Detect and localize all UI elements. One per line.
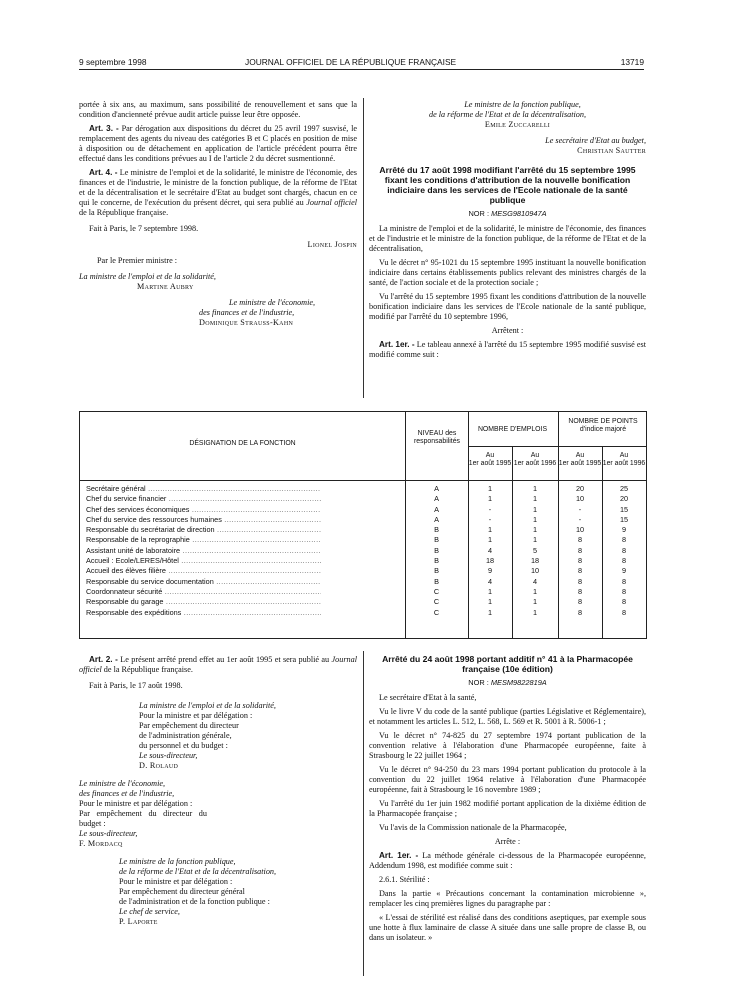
signatory-strauss-kahn: Dominique Strauss-Kahn xyxy=(199,318,294,327)
cell-points-1995: 20 xyxy=(575,484,585,493)
cell-emplois-1995: 1 xyxy=(487,607,493,617)
sig-line: Le ministre de l'économie, xyxy=(79,779,166,788)
table-row xyxy=(80,516,646,526)
visa-ministres: La ministre de l'emploi et de la solidarité, le ministre de l'économie, des finances et de l'industrie et le ministre de la fonction publique, de la réforme de l'Etat et de la décentralisation, xyxy=(369,223,646,253)
title-ministre-finances: des finances et de l'industrie, xyxy=(199,308,295,317)
sig-line: Le sous-directeur, xyxy=(79,829,138,838)
sig-line: des finances et de l'industrie, xyxy=(79,789,175,798)
title-reforme-etat: de la réforme de l'Etat et de la décentralisation, xyxy=(428,110,587,119)
header-rule xyxy=(79,69,644,70)
cell-points-1995: 8 xyxy=(577,607,583,617)
arrete-title: Arrêté du 24 août 1998 portant additif n° 41 à la Pharmacopée française (10e édition) xyxy=(382,654,633,674)
cell-points-1995: 8 xyxy=(577,586,583,596)
cell-points-1996: 8 xyxy=(621,597,627,607)
cell-points-1996: 15 xyxy=(619,514,629,524)
table-row xyxy=(80,567,646,577)
par-premier-ministre: Par le Premier ministre : xyxy=(97,256,178,265)
signatory-zuccarelli: Emile Zuccarelli xyxy=(484,120,551,129)
nor-code: MESM9822819A xyxy=(490,677,547,687)
table-row xyxy=(80,578,646,588)
right-column-top xyxy=(369,100,646,364)
cell-fonction: Secrétaire général ..... xyxy=(86,485,321,494)
table-row xyxy=(80,547,646,557)
table-row xyxy=(80,485,646,495)
header-niveau: NIVEAU des responsabilités xyxy=(414,430,460,445)
table-row xyxy=(80,588,646,598)
header-page-number: 13719 xyxy=(620,57,644,67)
cell-fonction: Responsable du service documentation ..... xyxy=(86,578,321,587)
cell-points-1995: - xyxy=(578,514,582,524)
cell-fonction: Responsable de la reprographie ..... xyxy=(86,536,321,545)
cell-points-1996: 8 xyxy=(621,576,627,586)
cell-fonction: Accueil : Ecole/LERES/Hôtel ..... xyxy=(86,557,321,566)
journal-officiel-ref: Journal officiel xyxy=(79,655,357,674)
signature-block xyxy=(369,100,646,156)
cell-emplois-1996: 1 xyxy=(532,586,538,596)
article-label: Art. 2. - xyxy=(89,655,118,664)
table-row xyxy=(80,495,646,505)
nor-label: NOR : xyxy=(468,208,492,218)
article-text: de la République française. xyxy=(101,665,193,674)
cell-points-1995: 8 xyxy=(577,576,583,586)
cell-points-1995: 8 xyxy=(577,566,583,576)
signature-block-fonction-publique xyxy=(79,857,357,927)
cell-points-1995: - xyxy=(578,504,582,514)
arrete: Arrête : xyxy=(494,836,521,846)
title-secretaire-budget: Le secrétaire d'Etat au budget, xyxy=(545,136,646,145)
visa: Le secrétaire d'Etat à la santé, xyxy=(379,692,477,702)
signatory-mordacq: F. Mordacq xyxy=(79,839,123,848)
article-label: Art. 4. - xyxy=(89,168,118,177)
table-row xyxy=(80,536,646,546)
table-body xyxy=(80,485,646,619)
nor-label: NOR : xyxy=(468,677,491,687)
cell-niveau: B xyxy=(434,525,439,535)
article-label: Art. 1er. - xyxy=(379,339,415,349)
cell-emplois-1995: 1 xyxy=(487,484,493,493)
cell-niveau: A xyxy=(434,484,439,493)
signatory-jospin: Lionel Jospin xyxy=(307,240,357,249)
cell-points-1996: 20 xyxy=(619,494,629,504)
cell-emplois-1996: 1 xyxy=(532,597,538,607)
cell-emplois-1996: 18 xyxy=(530,556,540,566)
header-nombre-points: NOMBRE DE POINTS d'indice majoré xyxy=(568,418,638,433)
cell-emplois-1995: 1 xyxy=(487,586,493,596)
cell-niveau: B xyxy=(434,556,439,566)
subheader-emplois-1995: Au 1er août 1995 xyxy=(468,452,512,467)
cell-emplois-1996: 10 xyxy=(530,566,540,576)
article-text: Le présent arrêté prend effet au 1er août 1995 et sera publié au xyxy=(117,655,332,664)
cell-niveau: B xyxy=(434,566,439,576)
cell-emplois-1996: 5 xyxy=(532,545,538,555)
signatory-sautter: Christian Sautter xyxy=(577,146,646,155)
nor-code: MESG9810947A xyxy=(491,208,547,218)
cell-emplois-1996: 1 xyxy=(532,484,538,493)
cell-points-1995: 8 xyxy=(577,545,583,555)
sig-line: Le chef de service, xyxy=(119,907,180,916)
visa-arrete: Vu l'arrêté du 15 septembre 1995 fixant les conditions d'attribution de la nouvelle bonification indiciaire dans les services de l'Ecole nationale de la santé publique, modifié par l'arrêté du 10 septembre 1996, xyxy=(369,291,646,321)
signature-block-economie xyxy=(79,779,357,849)
cell-points-1995: 8 xyxy=(577,597,583,607)
cell-fonction: Responsable du secrétariat de direction ..... xyxy=(86,526,321,535)
cell-fonction: Responsable du garage ..... xyxy=(86,598,321,607)
signatory-laporte: P. Laporte xyxy=(119,917,158,926)
cell-emplois-1996: 4 xyxy=(532,576,538,586)
cell-fonction: Chef du service des ressources humaines ..... xyxy=(86,516,321,525)
cell-emplois-1995: 1 xyxy=(487,525,493,535)
cell-emplois-1995: 1 xyxy=(487,535,493,545)
cell-emplois-1995: 4 xyxy=(487,576,493,586)
article-1 xyxy=(369,851,646,871)
cell-niveau: C xyxy=(433,597,440,607)
table-row xyxy=(80,506,646,516)
article-text: de la République française. xyxy=(79,208,169,217)
paragraph: Dans la partie « Précautions concernant la contamination microbienne », remplacer les cinq premières lignes du paragraphe par : xyxy=(369,888,646,908)
cell-niveau: A xyxy=(434,494,439,504)
cell-points-1996: 15 xyxy=(619,504,629,514)
article-4 xyxy=(79,168,357,218)
cell-niveau: B xyxy=(434,576,439,586)
visa-decret: Vu le décret n° 95-1021 du 15 septembre 1995 instituant la nouvelle bonification indiciaire dans certains établissements publics relevant des ministres chargés de la santé, de l'action sociale et de la protection sociale ; xyxy=(369,257,646,287)
sig-line: de l'administration générale, xyxy=(139,731,232,740)
cell-points-1995: 8 xyxy=(577,535,583,545)
article-text: Le ministre de l'emploi et de la solidarité, le ministre de l'économie, des finances et de l'industrie, le ministre de la fonction publique, de la réforme de l'Etat et de la décentralisation et le secrétaire d'Etat au budget sont chargés, chacun en ce qui le concerne, de l'exécution du présent décret, qui sera publié au xyxy=(79,168,357,207)
cell-emplois-1995: - xyxy=(488,504,492,514)
subheader-points-1996: Au 1er août 1996 xyxy=(602,452,646,467)
cell-emplois-1996: 1 xyxy=(532,494,538,504)
article-text: La méthode générale ci-dessous de la Pharmacopée européenne, Addendum 1998, est modifiée comme suit : xyxy=(369,850,646,870)
journal-officiel-ref: Journal officiel xyxy=(306,198,357,207)
left-column-top xyxy=(79,100,357,328)
cell-niveau: C xyxy=(433,586,440,596)
arretent: Arrêtent : xyxy=(491,325,524,335)
sig-line: Par empêchement du directeur général xyxy=(119,887,245,896)
sig-line: La ministre de l'emploi et de la solidarité, xyxy=(139,701,276,710)
subheader-points-1995: Au 1er août 1995 xyxy=(558,452,602,467)
cell-niveau: B xyxy=(434,545,439,555)
nor-reference xyxy=(369,678,646,687)
sig-line: de l'administration et de la fonction publique : xyxy=(119,897,270,906)
table-row xyxy=(80,526,646,536)
signature-block xyxy=(79,224,357,328)
cell-fonction: Chef des services économiques ..... xyxy=(86,506,321,515)
right-column-bottom xyxy=(369,655,646,947)
cell-emplois-1995: - xyxy=(488,514,492,524)
cell-niveau: A xyxy=(434,514,439,524)
sig-line: Par empêchement du directeur xyxy=(139,721,239,730)
signature-block-emploi xyxy=(79,701,357,771)
header-date: 9 septembre 1998 xyxy=(79,57,147,67)
paragraph: portée à six ans, au maximum, sans possibilité de renouvellement et sans que la condition d'ancienneté prévue audit article puisse leur être opposée. xyxy=(79,100,357,119)
article-1 xyxy=(369,340,646,360)
cell-points-1996: 9 xyxy=(621,525,627,535)
sig-line: Le sous-directeur, xyxy=(139,751,198,760)
left-column-bottom xyxy=(79,655,357,927)
column-divider-bottom xyxy=(363,651,364,976)
section-sterilite: 2.6.1. Stérilité : xyxy=(379,874,430,884)
cell-points-1995: 10 xyxy=(575,525,585,535)
sig-line: Par empêchement du directeur du budget : xyxy=(79,809,207,828)
cell-points-1995: 8 xyxy=(577,556,583,566)
article-label: Art. 3. - xyxy=(89,124,119,133)
subheader-emplois-1996: Au 1er août 1996 xyxy=(513,452,557,467)
cell-emplois-1995: 1 xyxy=(487,597,493,607)
sig-line: Le ministre de la fonction publique, xyxy=(119,857,236,866)
cell-emplois-1995: 1 xyxy=(487,494,493,504)
page-header xyxy=(79,57,644,69)
sig-line: Pour le ministre et par délégation : xyxy=(79,799,193,808)
paragraph-quote: « L'essai de stérilité est réalisé dans des conditions aseptiques, par exemple sous une hotte à flux laminaire de classe A située dans une salle propre de classe B, ou dans un isolateur. » xyxy=(369,912,646,942)
cell-fonction: Chef du service financier ..... xyxy=(86,495,321,504)
cell-niveau: B xyxy=(434,535,439,545)
column-divider-top xyxy=(363,98,364,398)
cell-fonction: Coordonnateur sécurité ..... xyxy=(86,588,321,597)
cell-points-1996: 8 xyxy=(621,586,627,596)
cell-emplois-1995: 4 xyxy=(487,545,493,555)
sig-line: du personnel et du budget : xyxy=(139,741,228,750)
nbi-table xyxy=(79,411,647,639)
cell-points-1996: 8 xyxy=(621,556,627,566)
sig-line: Pour le ministre et par délégation : xyxy=(119,877,233,886)
fait-a-paris: Fait à Paris, le 7 septembre 1998. xyxy=(89,224,199,233)
cell-emplois-1996: 1 xyxy=(532,525,538,535)
table-row xyxy=(80,609,646,619)
visa: Vu le décret n° 94-250 du 23 mars 1994 portant publication du protocole à la convention du 22 juillet 1964 relative à l'élaboration d'une Pharmacopée européenne, fait à Strasbourg le 16 novembre 1989 ; xyxy=(369,764,646,794)
header-journal-title: JOURNAL OFFICIEL DE LA RÉPUBLIQUE FRANÇAISE xyxy=(245,57,457,67)
signatory-rolaud: D. Rolaud xyxy=(139,761,179,770)
article-3 xyxy=(79,124,357,164)
article-label: Art. 1er. - xyxy=(379,850,419,860)
article-text: Par dérogation aux dispositions du décret du 25 avril 1997 susvisé, le remplacement des agents du niveau des catégories B et C placés en position de mise à disposition ou de détachement en application de l'article précédent pourra être effectué dans les conditions prévues au I de l'article 2 du décret susmentionné. xyxy=(79,124,357,163)
title-ministre-fonction-publique: Le ministre de la fonction publique, xyxy=(464,100,581,109)
sig-line: Pour la ministre et par délégation : xyxy=(139,711,253,720)
cell-niveau: A xyxy=(434,504,439,514)
title-ministre-emploi: La ministre de l'emploi et de la solidarité, xyxy=(79,272,216,281)
cell-points-1996: 9 xyxy=(621,566,627,576)
cell-points-1996: 8 xyxy=(621,607,627,617)
visa: Vu l'arrêté du 1er juin 1982 modifié portant application de la dixième édition de la Pharmacopée française ; xyxy=(369,798,646,818)
nor-reference xyxy=(369,209,646,218)
cell-fonction: Responsable des expéditions ..... xyxy=(86,609,321,618)
table-hline xyxy=(80,480,646,481)
cell-emplois-1996: 1 xyxy=(532,504,538,514)
cell-emplois-1995: 18 xyxy=(485,556,495,566)
sig-line: de la réforme de l'Etat et de la décentralisation, xyxy=(119,867,277,876)
article-text: Le tableau annexé à l'arrêté du 15 septembre 1995 modifié susvisé est modifié comme suit : xyxy=(369,339,646,359)
table-row xyxy=(80,557,646,567)
table-row xyxy=(80,598,646,608)
signatory-aubry: Martine Aubry xyxy=(137,282,194,291)
article-2 xyxy=(79,655,357,675)
cell-niveau: C xyxy=(433,607,440,617)
arrete-title: Arrêté du 17 août 1998 modifiant l'arrêté du 15 septembre 1995 fixant les conditions d'attribution de la nouvelle bonification indiciaire dans les services de l'Ecole nationale de la santé publique xyxy=(379,165,636,205)
table-hline xyxy=(468,446,646,447)
cell-points-1996: 8 xyxy=(621,535,627,545)
cell-points-1996: 25 xyxy=(619,484,629,493)
cell-emplois-1996: 1 xyxy=(532,514,538,524)
cell-emplois-1996: 1 xyxy=(532,607,538,617)
visa: Vu le décret n° 74-825 du 27 septembre 1974 portant publication de la convention relative à l'élaboration d'une Pharmacopée européenne, faite à Strasbourg le 22 juillet 1964 ; xyxy=(369,730,646,760)
cell-emplois-1995: 9 xyxy=(487,566,493,576)
header-designation: DÉSIGNATION DE LA FONCTION xyxy=(189,440,296,447)
visa: Vu le livre V du code de la santé publique (parties Législative et Réglementaire), et notamment les articles L. 512, L. 568, L. 569 et R. 5001 à R. 5006-1 ; xyxy=(369,706,646,726)
fait-a-paris: Fait à Paris, le 17 août 1998. xyxy=(89,681,183,690)
cell-points-1996: 8 xyxy=(621,545,627,555)
cell-fonction: Assistant unité de laboratoire ..... xyxy=(86,547,321,556)
header-nombre-emplois: NOMBRE D'EMPLOIS xyxy=(477,426,548,433)
cell-emplois-1996: 1 xyxy=(532,535,538,545)
visa: Vu l'avis de la Commission nationale de la Pharmacopée, xyxy=(379,822,567,832)
title-ministre-economie: Le ministre de l'économie, xyxy=(229,298,316,307)
cell-points-1995: 10 xyxy=(575,494,585,504)
cell-fonction: Accueil des élèves filière ..... xyxy=(86,567,321,576)
